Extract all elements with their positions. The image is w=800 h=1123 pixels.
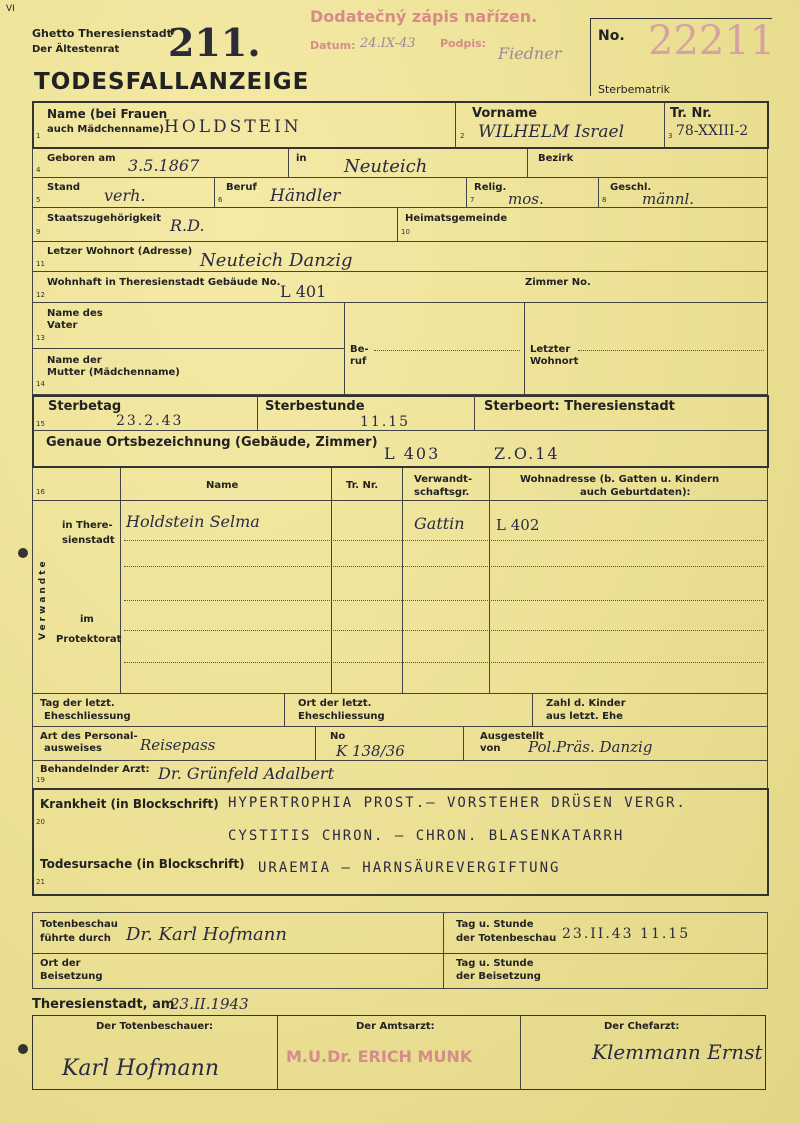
ausweis-no-label: No bbox=[330, 731, 346, 742]
stamp-title: Dodatečný zápis nařízen. bbox=[310, 7, 538, 26]
zimmer-label: Zimmer No. bbox=[525, 277, 591, 288]
totenbeschauer-label: Der Totenbeschauer: bbox=[96, 1021, 214, 1032]
arzt-label: Behandelnder Arzt: bbox=[40, 764, 150, 775]
kinder-label: Zahl d. Kinder bbox=[546, 698, 626, 709]
relig-label: Relig. bbox=[474, 182, 507, 193]
chefarzt-signature: Klemmann Ernst bbox=[592, 1040, 763, 1064]
kinder-label-2: aus letzt. Ehe bbox=[546, 711, 623, 722]
eltern-beruf-label-2: ruf bbox=[350, 356, 367, 367]
amtsarzt-stamp: M.U.Dr. ERICH MUNK bbox=[286, 1047, 473, 1066]
beschau-label-2: führte durch bbox=[40, 933, 111, 944]
ehe-tag-label-2: Eheschliessung bbox=[44, 711, 131, 722]
eltern-wohnort-label-2: Wohnort bbox=[530, 356, 579, 367]
footer-date: 23.II.1943 bbox=[170, 995, 249, 1013]
in-label: in bbox=[296, 153, 307, 164]
im-protektorat-label: im bbox=[80, 614, 94, 625]
form-sheet: VI Ghetto Theresienstadt Der Ältestenrat 211. TODESFALLANZEIGE Dodatečný zápis nařízen. Datum: 24.IX-43 Podpis: Fiedner No. 22211 Sterbematrik Name (bei Frauen auch Mädchenname) 1 HOLDSTEIN Vorname 2 WILHELM Israel Tr. Nr. 3 78-XXIII-2 Geboren am 4 3.5.1867 in Neuteich Bezirk Stand 5 verh. Beruf 6 Händler Relig. 7 mos. Geschl. 8 männl. Staatszugehörigkeit 9 R.D. Heimatsgemeinde 10 Letzer Wohnort (Adresse) 11 Neuteich Danzig Wohnhaft in Theresienstadt Gebäude No. 12 L 401 Zimmer No. Name des Vater 13 Name der Mutter (Mädchenname) 14 Be- ruf Letzter Wohnort Sterbetag 15 23.2.43 Sterbestunde 11.15 Sterbeort: Theresienstadt Genaue Ortsbezeichnung (Gebäude, Zimmer) L 403 Z.O.14 16 Name Tr. Nr. Verwandt- schaftsgr. Wohnadresse (b. Gatten u. Kindern auch Geburtdaten): Verwandte in There- sienstadt im Protektorat Holdstein Selma Gattin L 402 Tag der letzt. Eheschliessung Ort der letzt. Eheschliessung Zahl d. Kinder aus letzt. Ehe Art des Personal- ausweises Reisepass No K 138/36 Ausgestellt von Pol.Präs. Danzig Behandelnder Arzt: 19 Dr. Grünfeld Adalbert Krankheit (in Blockschrift) 20 HYPERTROPHIA PROST.— VORSTEHER DRÜSEN VERGR. CYSTITIS CHRON. — CHRON. BLASENKATARRH Todesursache (in Blockschrift) 21 URAEMIA — HARNSÄUREVERGIFTUNG Totenbeschau führte durch Dr. Karl Hofmann Tag u. Stunde der Totenbeschau 23.II.43 11.15 Ort der Beisetzung Tag u. Stunde der Beisetzung Theresienstadt, am 23.II.1943 Der Totenbeschauer: Der Amtsarzt: Der Chefarzt: Karl Hofmann M.U.Dr. ERICH MUNK Klemmann Ernst bbox=[0, 0, 800, 1123]
vorname-label: Vorname bbox=[472, 106, 538, 121]
vorname: WILHELM Israel bbox=[478, 122, 625, 142]
in-theresienstadt-label: in There- bbox=[62, 520, 113, 531]
geboren-label: Geboren am bbox=[47, 153, 116, 164]
krankheit-line-1: HYPERTROPHIA PROST.— VORSTEHER DRÜSEN VERGR. bbox=[228, 795, 687, 811]
ausweis-art-label: Art des Personal- bbox=[40, 731, 138, 742]
heimat-label: Heimatsgemeinde bbox=[405, 213, 508, 224]
arzt-value: Dr. Grünfeld Adalbert bbox=[158, 764, 335, 783]
verwandter-adresse: L 402 bbox=[496, 516, 540, 534]
beschau-zeit: 23.II.43 11.15 bbox=[562, 926, 691, 942]
name-label: Name (bei Frauen bbox=[47, 107, 168, 121]
beschau-tag-label-2: der Totenbeschau bbox=[456, 933, 557, 944]
form-title: TODESFALLANZEIGE bbox=[34, 69, 310, 95]
geburtsort: Neuteich bbox=[344, 156, 428, 177]
sterbe-gebaeude: L 403 bbox=[384, 444, 441, 463]
sterbematrik-label: Sterbematrik bbox=[598, 83, 671, 96]
header-council: Der Ältestenrat bbox=[32, 44, 120, 55]
vater-label-2: Vater bbox=[47, 320, 78, 331]
todesursache-label: Todesursache (in Blockschrift) bbox=[40, 857, 245, 871]
stand-value: verh. bbox=[104, 186, 146, 205]
ausgestellt-label: Ausgestellt bbox=[480, 731, 544, 742]
verwandte-trnr-header: Tr. Nr. bbox=[346, 480, 379, 491]
punch-hole bbox=[18, 1044, 28, 1054]
geschl-value: männl. bbox=[642, 190, 695, 208]
sterbeort-label: Sterbeort: Theresienstadt bbox=[484, 399, 675, 414]
surname: HOLDSTEIN bbox=[164, 117, 302, 137]
eltern-wohnort-label: Letzter bbox=[530, 344, 571, 355]
sterbestunde: 11.15 bbox=[360, 414, 411, 430]
beruf-value: Händler bbox=[270, 186, 341, 206]
verwandte-name-header: Name bbox=[206, 480, 239, 491]
stamp-podpis-label: Podpis: bbox=[440, 37, 487, 50]
sterbetag-label: Sterbetag bbox=[48, 399, 122, 414]
wohnhaft-label: Wohnhaft in Theresienstadt Gebäude No. bbox=[47, 277, 281, 288]
stamp-datum-label: Datum: bbox=[310, 39, 356, 52]
header-ghetto: Ghetto Theresienstadt bbox=[32, 27, 172, 40]
beschau-label: Totenbeschau bbox=[40, 919, 118, 930]
verwandter-name: Holdstein Selma bbox=[126, 512, 260, 531]
trnr-label: Tr. Nr. bbox=[670, 106, 712, 121]
verwandte-verw-header: Verwandt- bbox=[414, 474, 473, 485]
beschau-tag-label: Tag u. Stunde bbox=[456, 919, 534, 930]
im-protektorat-label-2: Protektorat bbox=[56, 634, 122, 645]
geboren-value: 3.5.1867 bbox=[128, 156, 200, 175]
beschau-arzt: Dr. Karl Hofmann bbox=[126, 924, 287, 945]
beisetzung-ort-label-2: Beisetzung bbox=[40, 971, 103, 982]
stamp-datum: 24.IX-43 bbox=[360, 36, 416, 51]
ausweis-art: Reisepass bbox=[140, 736, 216, 754]
ehe-tag-label: Tag der letzt. bbox=[40, 698, 115, 709]
ausgestellt-label-2: von bbox=[480, 743, 501, 754]
relig-value: mos. bbox=[508, 190, 544, 208]
name-label-2: auch Mädchenname) bbox=[47, 124, 164, 135]
in-theresienstadt-label-2: sienstadt bbox=[62, 535, 115, 546]
mutter-label: Name der bbox=[47, 355, 102, 366]
stamp-signature: Fiedner bbox=[498, 44, 562, 63]
stand-label: Stand bbox=[47, 182, 81, 193]
bezirk-label: Bezirk bbox=[538, 153, 574, 164]
ausweis-art-label-2: ausweises bbox=[44, 743, 102, 754]
sterbe-zimmer: Z.O.14 bbox=[494, 444, 560, 463]
ehe-ort-label: Ort der letzt. bbox=[298, 698, 372, 709]
beisetzung-ort-label: Ort der bbox=[40, 958, 81, 969]
beisetzung-tag-label: Tag u. Stunde bbox=[456, 958, 534, 969]
beisetzung-tag-label-2: der Beisetzung bbox=[456, 971, 541, 982]
corner-mark: VI bbox=[6, 4, 15, 14]
verwandte-verw-header-2: schaftsgr. bbox=[414, 487, 470, 498]
ehe-ort-label-2: Eheschliessung bbox=[298, 711, 385, 722]
staat-value: R.D. bbox=[170, 216, 205, 235]
krankheit-line-2: CYSTITIS CHRON. — CHRON. BLASENKATARRH bbox=[228, 828, 625, 844]
ausweis-no: K 138/36 bbox=[336, 742, 405, 760]
verwandte-adresse-header: Wohnadresse (b. Gatten u. Kindern bbox=[520, 474, 720, 485]
staat-label: Staatszugehörigkeit bbox=[47, 213, 161, 224]
sterbetag: 23.2.43 bbox=[116, 413, 184, 429]
verwandte-adresse-header-2: auch Geburtdaten): bbox=[580, 487, 691, 498]
eltern-beruf-label: Be- bbox=[350, 344, 369, 355]
mutter-label-2: Mutter (Mädchenname) bbox=[47, 367, 180, 378]
register-number: 22211 bbox=[648, 18, 776, 64]
gebaeude-value: L 401 bbox=[280, 282, 327, 301]
punch-hole bbox=[18, 548, 28, 558]
footer-place: Theresienstadt, am bbox=[32, 997, 175, 1012]
chefarzt-label: Der Chefarzt: bbox=[604, 1021, 680, 1032]
ausgestellt-von: Pol.Präs. Danzig bbox=[528, 738, 653, 756]
verwandter-verhaeltnis: Gattin bbox=[414, 514, 465, 533]
geschl-label: Geschl. bbox=[610, 182, 652, 193]
krankheit-label: Krankheit (in Blockschrift) bbox=[40, 797, 219, 811]
wohnort-value: Neuteich Danzig bbox=[200, 250, 353, 271]
no-label: No. bbox=[598, 28, 625, 44]
amtsarzt-label: Der Amtsarzt: bbox=[356, 1021, 435, 1032]
verwandte-side-label: Verwandte bbox=[38, 558, 48, 640]
wohnort-label: Letzer Wohnort (Adresse) bbox=[47, 246, 193, 257]
trnr-value: 78-XXIII-2 bbox=[676, 123, 749, 139]
beruf-label: Beruf bbox=[226, 182, 257, 193]
ortsbezeichnung-label: Genaue Ortsbezeichnung (Gebäude, Zimmer) bbox=[46, 435, 378, 450]
big-number: 211. bbox=[168, 20, 261, 65]
totenbeschauer-signature: Karl Hofmann bbox=[62, 1056, 219, 1081]
vater-label: Name des bbox=[47, 308, 103, 319]
todesursache-value: URAEMIA — HARNSÄUREVERGIFTUNG bbox=[258, 860, 561, 876]
sterbestunde-label: Sterbestunde bbox=[265, 399, 365, 414]
